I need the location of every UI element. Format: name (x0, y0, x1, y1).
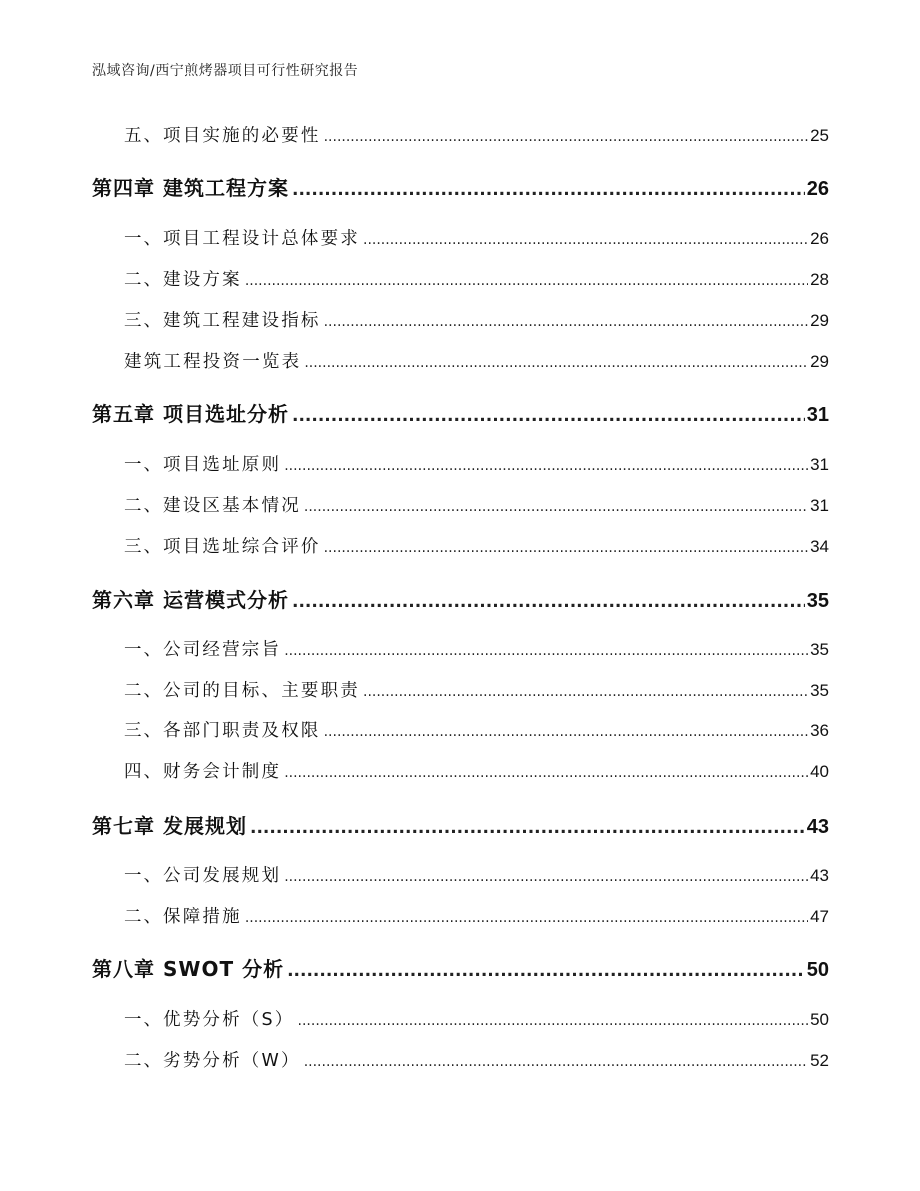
toc-chapter-title: 项目选址分析 (163, 402, 289, 426)
toc-leader-dots (287, 961, 805, 981)
toc-leader-dots (245, 273, 808, 289)
toc-entry-title: 公司经营宗旨 (163, 640, 282, 660)
toc-chapter-page: 26 (806, 178, 829, 200)
toc-leader-dots (250, 818, 805, 838)
toc-leader-dots (304, 355, 808, 371)
toc-chapter-title: 发展规划 (163, 814, 247, 838)
toc-entry-page: 40 (810, 762, 829, 781)
toc-entry[interactable] (92, 122, 829, 147)
toc-entry-number: 一、 (124, 866, 163, 886)
toc-leader-dots (324, 314, 808, 330)
toc-entry-number: 一、 (124, 229, 163, 249)
toc-entry[interactable] (92, 862, 829, 887)
toc-chapter[interactable] (92, 584, 829, 613)
toc-entry-title: 建筑工程建设指标 (163, 311, 321, 331)
toc-entry-title: 项目工程设计总体要求 (163, 229, 360, 249)
toc-entry-title: 劣势分析（W） (163, 1051, 301, 1071)
toc-leader-dots (324, 129, 808, 145)
toc-entry-number: 二、 (124, 681, 163, 701)
toc-entry-page: 52 (810, 1051, 829, 1070)
page-header: 泓域咨询/西宁煎烤器项目可行性研究报告 (92, 63, 359, 79)
toc-entry-number: 一、 (124, 640, 163, 660)
toc-entry-number: 二、 (124, 907, 163, 927)
toc-entry-page: 50 (810, 1010, 829, 1029)
toc-entry-page: 31 (810, 455, 829, 474)
toc-chapter-number: 第五章 (92, 402, 155, 426)
toc-entry-title: 公司的目标、主要职责 (163, 681, 360, 701)
toc-leader-dots (292, 406, 805, 426)
toc-entry-page: 34 (810, 537, 829, 556)
toc-chapter[interactable] (92, 810, 829, 839)
toc-entry-number: 四、 (124, 762, 163, 782)
toc-entry-title: 项目选址综合评价 (163, 537, 321, 557)
toc-entry[interactable] (92, 636, 829, 661)
toc-entry[interactable] (92, 903, 829, 928)
toc-entry-page: 26 (810, 229, 829, 248)
toc-entry-number: 一、 (124, 1010, 163, 1030)
toc-entry-title: 保障措施 (163, 907, 242, 927)
toc-leader-dots (284, 765, 808, 781)
toc-chapter-number: 第六章 (92, 588, 155, 612)
toc-leader-dots (324, 540, 808, 556)
toc-entry-title: 优势分析（S） (163, 1010, 295, 1030)
toc-entry-title: 公司发展规划 (163, 866, 282, 886)
toc-leader-dots (284, 458, 808, 474)
toc-entry-title: 各部门职责及权限 (163, 721, 321, 741)
toc-entry-page: 43 (810, 866, 829, 885)
toc-entry-title: 财务会计制度 (163, 762, 282, 782)
toc-entry[interactable] (92, 492, 829, 517)
toc-leader-dots (304, 499, 808, 515)
toc-entry[interactable] (92, 348, 829, 373)
toc-entry-page: 35 (810, 681, 829, 700)
toc-chapter-page: 43 (806, 816, 829, 838)
toc-leader-dots (284, 643, 808, 659)
toc-chapter-title: SWOT 分析 (163, 957, 285, 981)
toc-entry-number: 二、 (124, 1051, 163, 1071)
toc-entry[interactable] (92, 677, 829, 702)
toc-entry-title: 建设方案 (163, 270, 242, 290)
toc-leader-dots (284, 869, 808, 885)
toc-entry-page: 31 (810, 496, 829, 515)
toc-entry-page: 35 (810, 640, 829, 659)
toc-leader-dots (363, 684, 808, 700)
toc-entry-title: 建筑工程投资一览表 (124, 352, 302, 372)
toc-entry[interactable] (92, 225, 829, 250)
toc-entry-number: 三、 (124, 311, 163, 331)
toc-entry-page: 28 (810, 270, 829, 289)
toc-entry-page: 29 (810, 352, 829, 371)
toc-entry-title: 项目实施的必要性 (163, 126, 321, 146)
toc-entry-title: 建设区基本情况 (163, 496, 301, 516)
toc-leader-dots (245, 910, 808, 926)
toc-entry-page: 36 (810, 721, 829, 740)
toc-chapter-number: 第八章 (92, 957, 155, 981)
toc-entry-number: 一、 (124, 455, 163, 475)
toc-leader-dots (292, 180, 805, 200)
toc-entry-page: 25 (810, 126, 829, 145)
toc-chapter-title: 建筑工程方案 (163, 176, 289, 200)
toc-entry-number: 二、 (124, 270, 163, 290)
toc-chapter[interactable] (92, 398, 829, 427)
toc-chapter-number: 第四章 (92, 176, 155, 200)
toc-entry-number: 三、 (124, 721, 163, 741)
toc-entry[interactable] (92, 533, 829, 558)
toc-chapter-page: 50 (806, 959, 829, 981)
toc-leader-dots (324, 724, 808, 740)
toc-leader-dots (292, 592, 805, 612)
toc-chapter-number: 第七章 (92, 814, 155, 838)
toc-entry-page: 29 (810, 311, 829, 330)
toc-chapter-title: 运营模式分析 (163, 588, 289, 612)
toc-entry[interactable] (92, 717, 829, 742)
toc-entry-page: 47 (810, 907, 829, 926)
toc-chapter[interactable] (92, 953, 829, 982)
toc-entry-number: 二、 (124, 496, 163, 516)
toc-leader-dots (363, 232, 808, 248)
toc-entry[interactable] (92, 758, 829, 783)
toc-entry[interactable] (92, 1047, 829, 1072)
toc-chapter-page: 35 (806, 590, 829, 612)
toc-chapter-page: 31 (806, 404, 829, 426)
toc-entry[interactable] (92, 307, 829, 332)
toc-entry-title: 项目选址原则 (163, 455, 282, 475)
toc-chapter[interactable] (92, 172, 829, 201)
toc-entry-number: 三、 (124, 537, 163, 557)
toc-entry[interactable] (92, 1006, 829, 1031)
toc-leader-dots (298, 1013, 809, 1029)
toc-entry-number: 五、 (124, 126, 163, 146)
toc-leader-dots (304, 1054, 808, 1070)
toc-entry[interactable] (92, 266, 829, 291)
toc-entry[interactable] (92, 451, 829, 476)
